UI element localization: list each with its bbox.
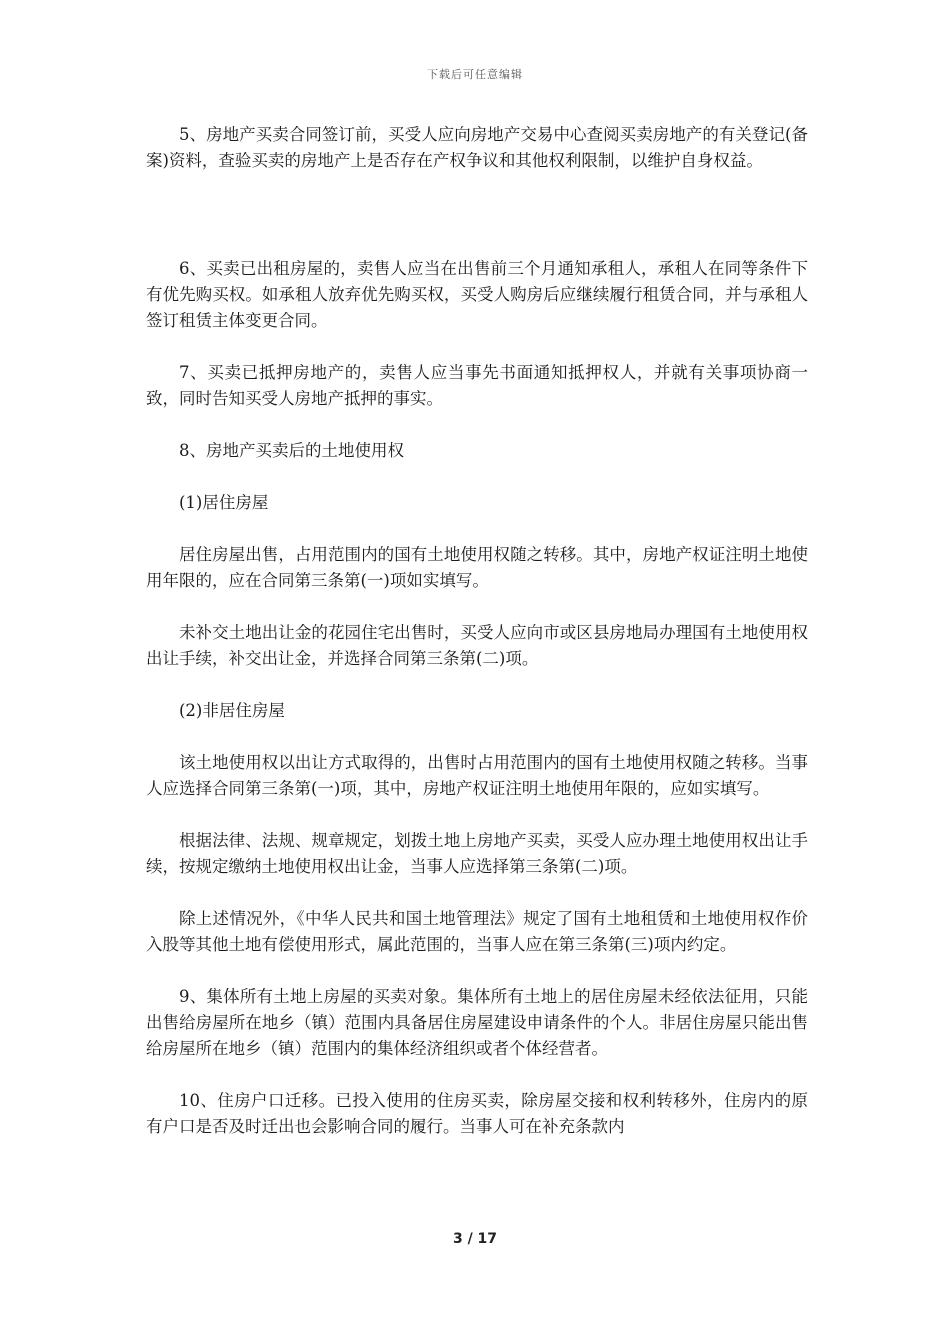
paragraph-gap (146, 594, 808, 620)
paragraph-gap (146, 880, 808, 906)
document-body (146, 122, 808, 1140)
paragraph-allocated-land: 根据法律、法规、规章规定，划拨土地上房地产买卖，买受人应办理土地使用权出让手续，按规定缴纳土地使用权出让金，当事人应选择第三条第(二)项。 (146, 831, 808, 876)
subsection-non-residential: (2)非居住房屋 (179, 701, 285, 720)
paragraph-gap (146, 516, 808, 542)
paragraph-gap (146, 672, 808, 698)
page-number: 3 / 17 (452, 1231, 498, 1247)
paragraph-7: 7、买卖已抵押房地产的，卖售人应当事先书面通知抵押权人，并就有关事项协商一致，同时告知买受人房地产抵押的事实。 (146, 363, 808, 408)
paragraph-gap (146, 724, 808, 750)
paragraph-gap (146, 464, 808, 490)
paragraph-other-land-use: 除上述情况外，《中华人民共和国土地管理法》规定了国有土地租赁和土地使用权作价入股等其他土地有偿使用形式，属此范围的，当事人应在第三条第(三)项内约定。 (146, 909, 808, 954)
paragraph-gap (146, 1062, 808, 1088)
paragraph-gap (146, 958, 808, 984)
paragraph-transfer-land: 该土地使用权以出让方式取得的，出售时占用范围内的国有土地使用权随之转移。当事人应选择合同第三条第(一)项，其中，房地产权证注明土地使用年限的，应如实填写。 (146, 753, 808, 798)
paragraph-gap (146, 802, 808, 828)
paragraph-gap (146, 334, 808, 360)
subsection-residential: (1)居住房屋 (179, 493, 269, 512)
page-header-note: 下载后可任意编辑 (427, 68, 523, 81)
paragraph-gap (146, 412, 808, 438)
paragraph-residential-sale: 居住房屋出售，占用范围内的国有土地使用权随之转移。其中，房地产权证注明土地使用年限的，应在合同第三条第(一)项如实填写。 (146, 545, 808, 590)
paragraph-garden-house: 未补交土地出让金的花园住宅出售时，买受人应向市或区县房地局办理国有土地使用权出让手续，补交出让金，并选择合同第三条第(二)项。 (146, 623, 808, 668)
paragraph-gap (146, 174, 808, 256)
section-heading-land-use: 8、房地产买卖后的土地使用权 (179, 441, 404, 460)
paragraph-9: 9、集体所有土地上房屋的买卖对象。集体所有土地上的居住房屋未经依法征用，只能出售给房屋所在地乡（镇）范围内具备居住房屋建设申请条件的个人。非居住房屋只能出售给房屋所在地乡（镇）范围内的集体经济组织或者个体经营者。 (146, 987, 808, 1058)
paragraph-10: 10、住房户口迁移。已投入使用的住房买卖，除房屋交接和权利转移外，住房内的原有户口是否及时迁出也会影响合同的履行。当事人可在补充条款内 (146, 1091, 808, 1136)
paragraph-6: 6、买卖已出租房屋的，卖售人应当在出售前三个月通知承租人，承租人在同等条件下有优先购买权。如承租人放弃优先购买权，买受人购房后应继续履行租赁合同，并与承租人签订租赁主体变更合同。 (146, 259, 808, 330)
paragraph-5: 5、房地产买卖合同签订前，买受人应向房地产交易中心查阅买卖房地产的有关登记(备案)资料，查验买卖的房地产上是否存在产权争议和其他权利限制，以维护自身权益。 (146, 125, 808, 170)
